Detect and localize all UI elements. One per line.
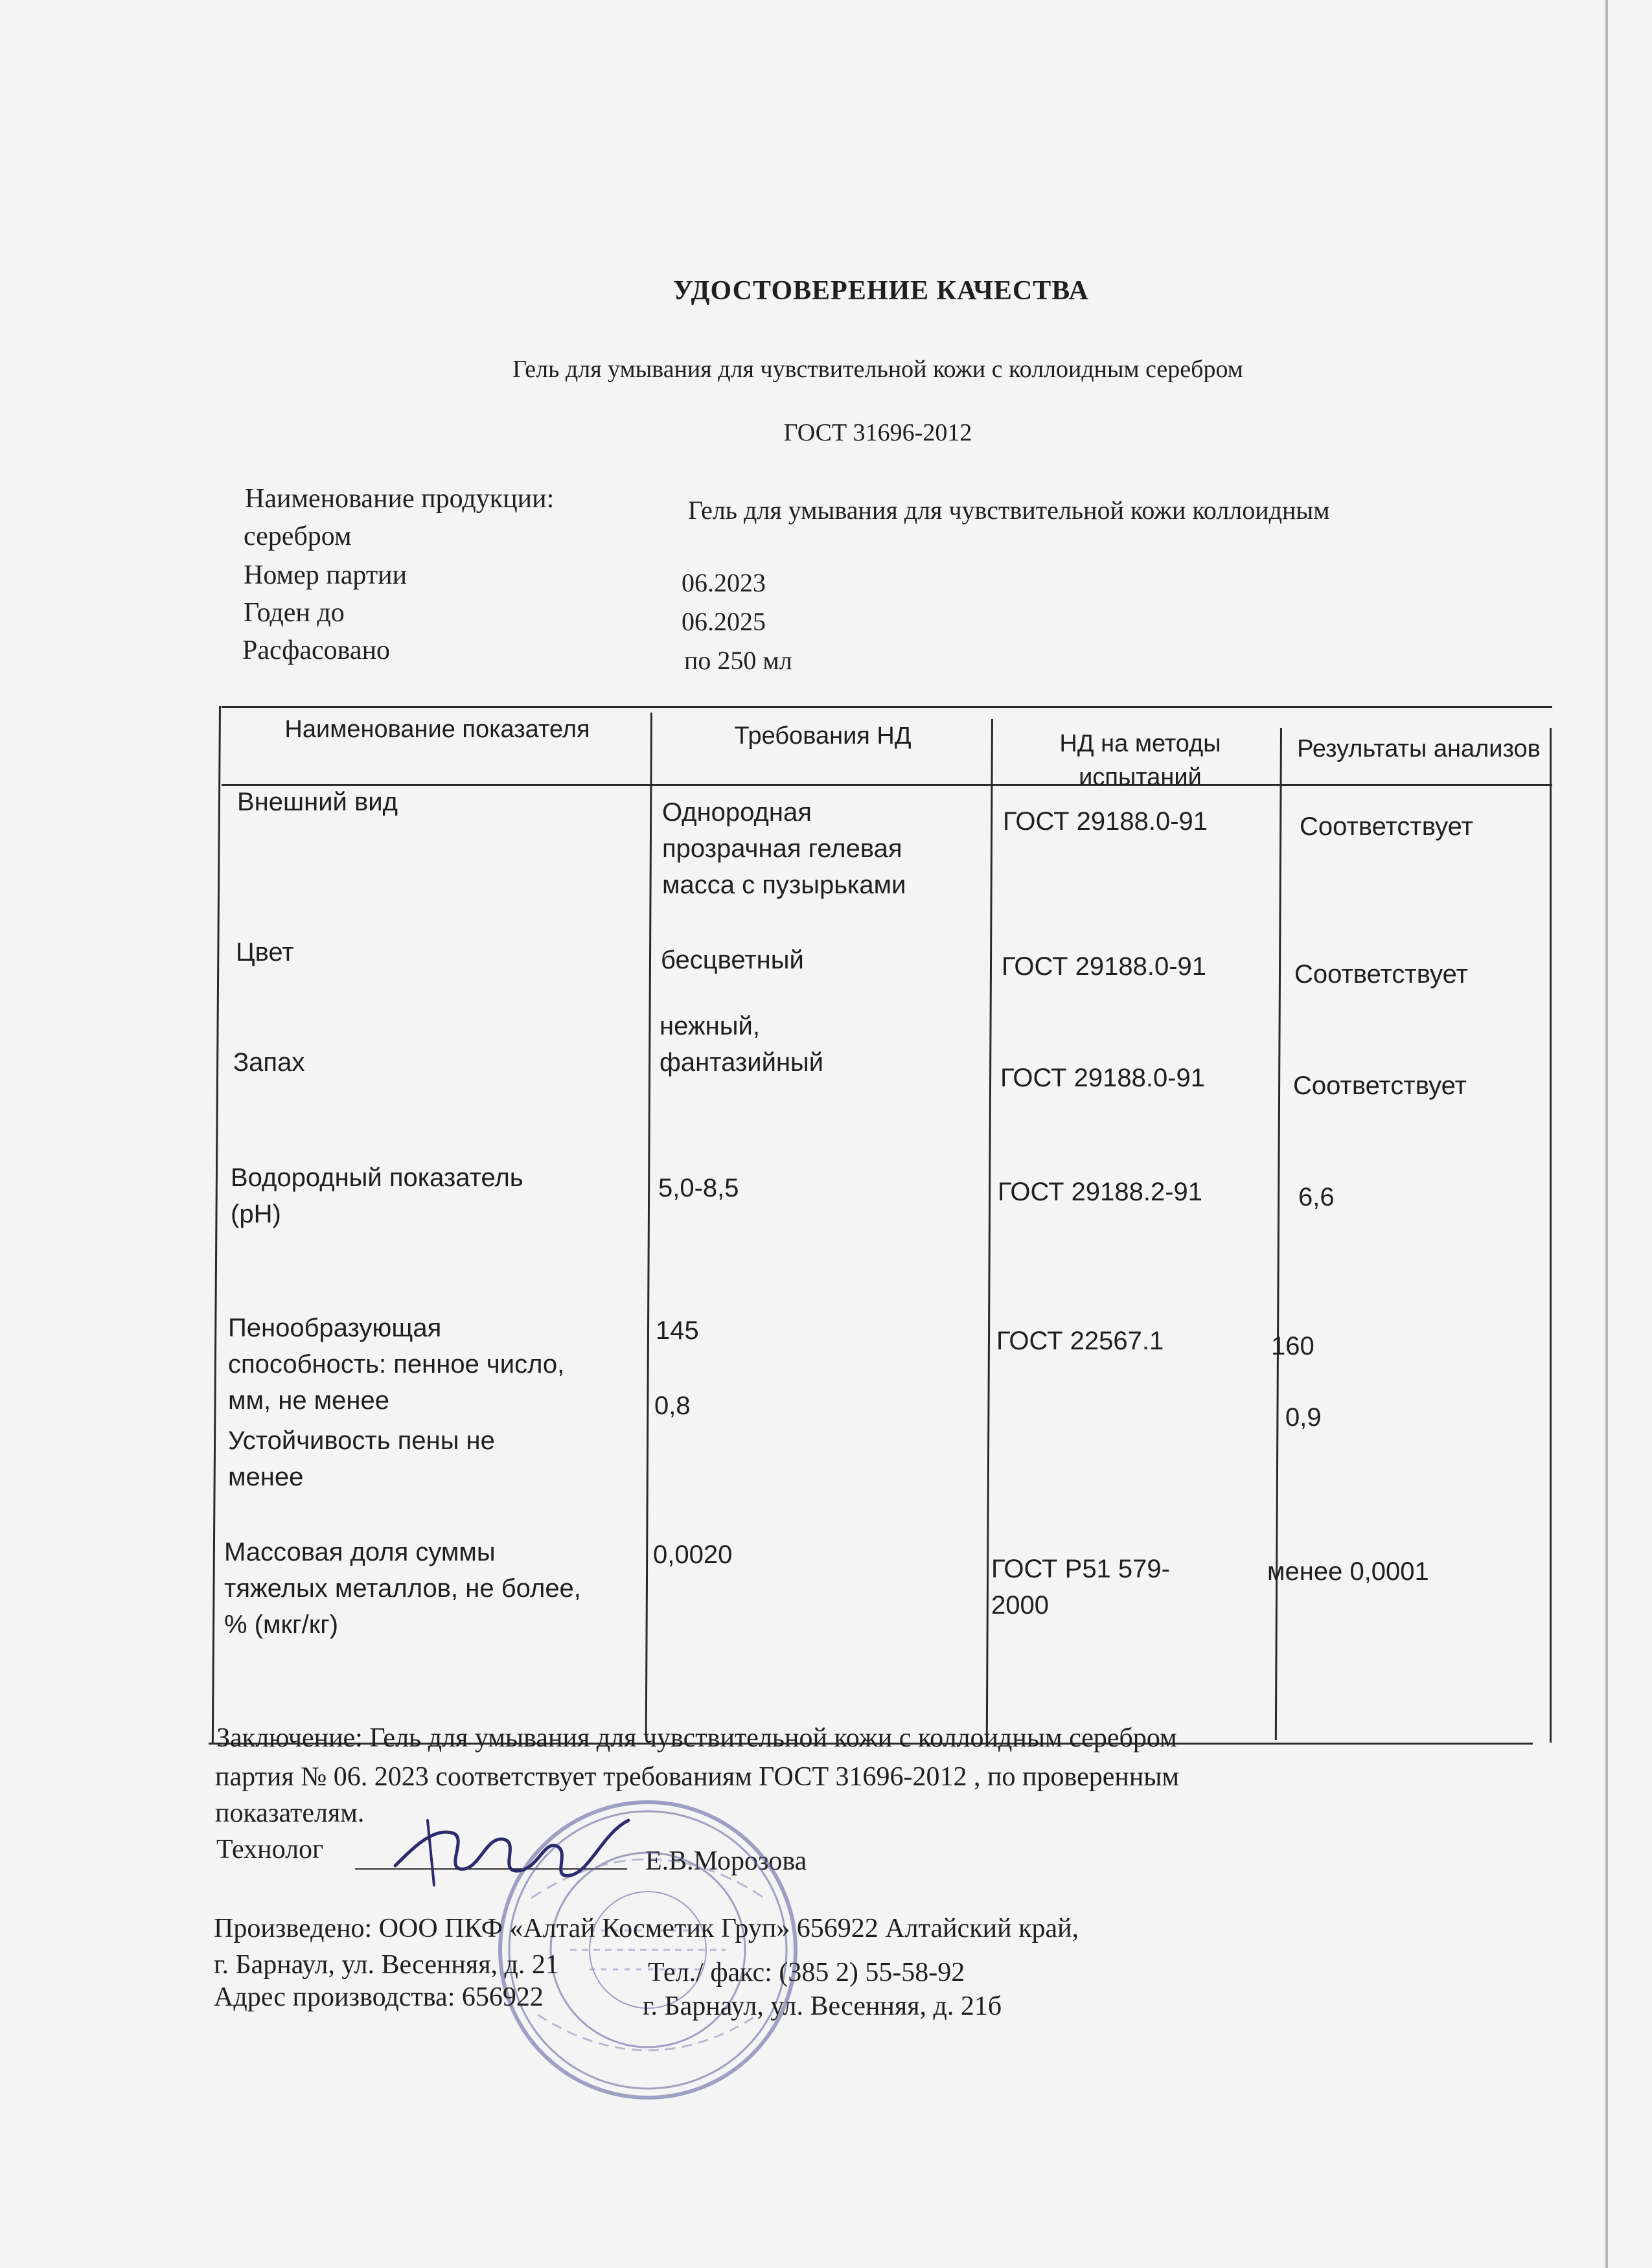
column-header-indicator: Наименование показателя — [284, 716, 590, 743]
column-header-result: Результаты анализов — [1297, 735, 1541, 762]
batch-label: Номер партии — [244, 560, 407, 590]
row-foam-number-requirement: 145 — [656, 1316, 699, 1345]
row-color-result: Соответствует — [1294, 960, 1468, 989]
row-color-method: ГОСТ 29188.0-91 — [1002, 952, 1207, 981]
table-border-right — [1550, 728, 1552, 1743]
row-appearance-result: Соответствует — [1300, 812, 1473, 841]
row-smell-method: ГОСТ 29188.0-91 — [1000, 1064, 1206, 1092]
table-border-top — [222, 706, 1552, 708]
row-appearance-requirement: Однородная прозрачная гелевая масса с пузырьками — [662, 798, 906, 899]
technologist-name: Е.В.Морозова — [645, 1846, 807, 1876]
document-standard: ГОСТ 31696-2012 — [783, 419, 972, 446]
row-smell-requirement: нежный, фантазийный — [660, 1012, 824, 1077]
row-appearance-name: Внешний вид — [237, 788, 398, 816]
row-foam-number-name: Пенообразующая способность: пенное число, мм, не менее — [228, 1314, 565, 1415]
column-header-method: НД на методы испытаний — [1059, 730, 1221, 791]
row-foam-stability-requirement: 0,8 — [654, 1392, 691, 1420]
batch-value: 06.2023 — [682, 568, 766, 597]
document-subtitle: Гель для умывания для чувствительной кожи с коллоидным серебром — [512, 356, 1243, 383]
product-label: Наименование продукции: — [245, 484, 555, 514]
footer-production-address-label: Адрес производства: 656922 — [214, 1982, 544, 2012]
conclusion-line-3: показателям. — [215, 1798, 365, 1828]
footer-phone: Тел./ факс: (385 2) 55-58-92 — [648, 1958, 965, 1987]
page-edge — [1605, 0, 1608, 2268]
product-label-continued: серебром — [244, 521, 352, 551]
row-appearance-method: ГОСТ 29188.0-91 — [1003, 807, 1208, 836]
row-ph-requirement: 5,0-8,5 — [658, 1174, 739, 1202]
row-foam-number-result: 160 — [1271, 1332, 1314, 1360]
document-title: УДОСТОВЕРЕНИЕ КАЧЕСТВА — [673, 276, 1089, 306]
row-color-name: Цвет — [236, 938, 294, 967]
table-header-divider — [222, 784, 1552, 786]
handwritten-signature — [389, 1807, 635, 1892]
footer-address: г. Барнаул, ул. Весенняя, д. 21 — [214, 1950, 559, 1980]
row-heavy-metals-method: ГОСТ Р51 579- 2000 — [991, 1555, 1170, 1620]
footer-production-address: г. Барнаул, ул. Весенняя, д. 21б — [643, 1991, 1002, 2021]
row-smell-name: Запах — [233, 1048, 305, 1077]
conclusion-line-1: Заключение: Гель для умывания для чувствительной кожи с коллоидным серебром — [216, 1723, 1177, 1753]
packed-label: Расфасовано — [242, 636, 391, 665]
row-ph-method: ГОСТ 29188.2-91 — [998, 1178, 1203, 1206]
expiry-value: 06.2025 — [682, 607, 766, 636]
product-value: Гель для умывания для чувствительной кожи коллоидным — [688, 496, 1330, 525]
row-foam-stability-result: 0,9 — [1285, 1403, 1322, 1432]
row-heavy-metals-name: Массовая доля суммы тяжелых металлов, не более, % (мкг/кг) — [224, 1538, 581, 1639]
packed-value: по 250 мл — [684, 646, 792, 675]
row-foam-stability-name: Устойчивость пены не менее — [228, 1426, 495, 1491]
technologist-label: Технолог — [216, 1835, 324, 1864]
footer-manufacturer: Произведено: ООО ПКФ «Алтай Косметик Груп» 656922 Алтайский край, — [214, 1914, 1079, 1943]
row-foam-number-method: ГОСТ 22567.1 — [996, 1327, 1164, 1355]
row-smell-result: Соответствует — [1293, 1071, 1467, 1100]
column-header-requirement: Требования НД — [734, 722, 912, 750]
row-ph-name: Водородный показатель (pH) — [231, 1163, 523, 1228]
row-color-requirement: бесцветный — [661, 946, 804, 974]
row-heavy-metals-result: менее 0,0001 — [1267, 1557, 1429, 1586]
conclusion-line-2: партия № 06. 2023 соответствует требованиям ГОСТ 31696-2012 , по проверенным — [215, 1762, 1180, 1792]
expiry-label: Годен до — [244, 598, 345, 628]
row-ph-result: 6,6 — [1298, 1183, 1335, 1211]
row-heavy-metals-requirement: 0,0020 — [653, 1541, 733, 1569]
